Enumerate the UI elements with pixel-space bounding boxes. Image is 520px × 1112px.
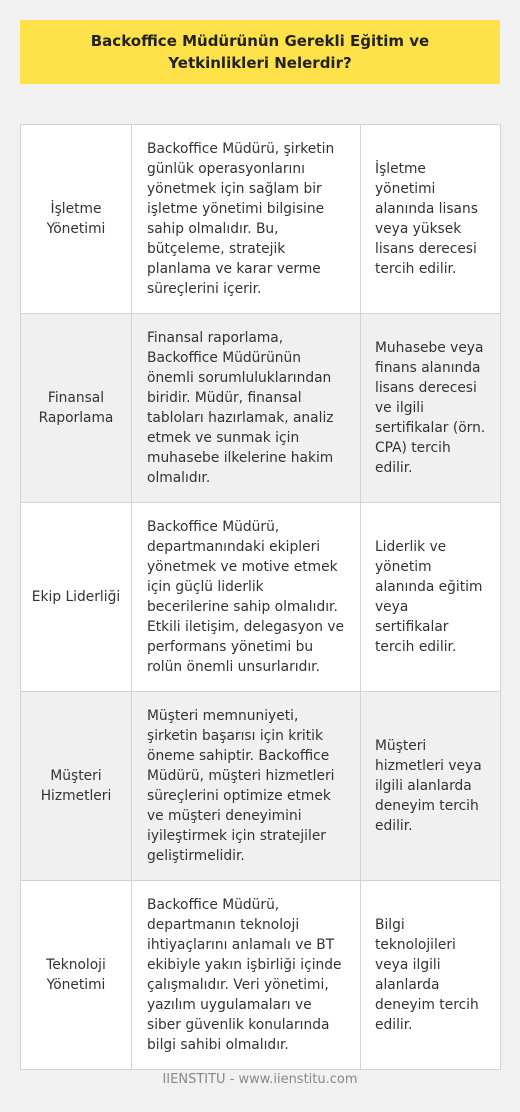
- table-row: [21, 125, 501, 314]
- row-description: Backoffice Müdürü, departmanındaki ekipleri yönetmek ve motive etmek için güçlü liderlik becerilerine sahip olmalıdır. Etkili iletişim, delegasyon ve performans yönetimi bu rolün önemli unsurlarıdır.: [132, 503, 361, 692]
- row-description: Finansal raporlama, Backoffice Müdürünün önemli sorumluluklarından biridir. Müdür, finansal tabloları hazırlamak, analiz etmek ve sunmak için muhasebe ilkelerine hakim olmalıdır.: [132, 314, 361, 503]
- competency-table: [20, 124, 501, 1070]
- table-row: [21, 314, 501, 503]
- row-description: Backoffice Müdürü, departmanın teknoloji ihtiyaçlarını anlamalı ve BT ekibiyle yakın işbirliği içinde çalışmalıdır. Veri yönetimi, yazılım uygulamaları ve siber güvenlik konularında bilgi sahibi olmalıdır.: [132, 881, 361, 1070]
- page-title: Backoffice Müdürünün Gerekli Eğitim ve Yetkinlikleri Nelerdir?: [20, 20, 500, 84]
- row-topic: Ekip Liderliği: [21, 503, 132, 692]
- row-requirement: Liderlik ve yönetim alanında eğitim veya sertifikalar tercih edilir.: [361, 503, 501, 692]
- row-requirement: Müşteri hizmetleri veya ilgili alanlarda deneyim tercih edilir.: [361, 692, 501, 881]
- row-topic: Finansal Raporlama: [21, 314, 132, 503]
- footer-credit: IIENSTITU - www.iienstitu.com: [162, 1072, 358, 1087]
- row-topic: Teknoloji Yönetimi: [21, 881, 132, 1070]
- row-requirement: İşletme yönetimi alanında lisans veya yüksek lisans derecesi tercih edilir.: [361, 125, 501, 314]
- row-description: Backoffice Müdürü, şirketin günlük operasyonlarını yönetmek için sağlam bir işletme yönetimi bilgisine sahip olmalıdır. Bu, bütçeleme, stratejik planlama ve karar verme süreçlerini içerir.: [132, 125, 361, 314]
- row-topic: İşletme Yönetimi: [21, 125, 132, 314]
- table-row: [21, 503, 501, 692]
- row-requirement: Muhasebe veya finans alanında lisans derecesi ve ilgili sertifikalar (örn. CPA) tercih edilir.: [361, 314, 501, 503]
- row-topic: Müşteri Hizmetleri: [21, 692, 132, 881]
- table-row: [21, 881, 501, 1070]
- row-description: Müşteri memnuniyeti, şirketin başarısı için kritik öneme sahiptir. Backoffice Müdürü, müşteri hizmetleri süreçlerini optimize etmek ve müşteri deneyimini iyileştirmek için stratejiler geliştirmelidir.: [132, 692, 361, 881]
- table-row: [21, 692, 501, 881]
- row-requirement: Bilgi teknolojileri veya ilgili alanlarda deneyim tercih edilir.: [361, 881, 501, 1070]
